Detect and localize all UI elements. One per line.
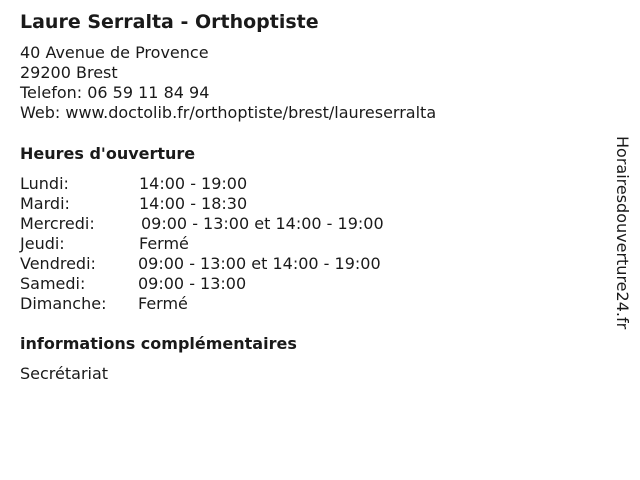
day-label: Jeudi: — [20, 234, 65, 253]
page-title: Laure Serralta - Orthoptiste — [20, 11, 319, 33]
additional-info-heading: informations complémentaires — [20, 334, 297, 353]
hours-value: Fermé — [138, 294, 188, 313]
day-label: Lundi: — [20, 174, 69, 193]
day-label: Mardi: — [20, 194, 70, 213]
day-label: Dimanche: — [20, 294, 107, 313]
day-label: Samedi: — [20, 274, 86, 293]
address-street: 40 Avenue de Provence — [20, 43, 209, 62]
hours-value: 09:00 - 13:00 — [138, 274, 247, 293]
day-label: Vendredi: — [20, 254, 96, 273]
address-block — [20, 43, 436, 123]
additional-info-text: Secrétariat — [20, 364, 109, 383]
address-city: 29200 Brest — [20, 63, 118, 82]
site-branding: Horairesdouverture24.fr — [613, 136, 632, 330]
website-link: Web: www.doctolib.fr/orthoptiste/brest/laureserralta — [20, 103, 437, 122]
hours-value: 14:00 - 18:30 — [139, 194, 248, 213]
phone-number: Telefon: 06 59 11 84 94 — [20, 83, 210, 102]
hours-value: 09:00 - 13:00 et 14:00 - 19:00 — [138, 254, 381, 273]
opening-hours-heading: Heures d'ouverture — [20, 144, 196, 163]
day-label: Mercredi: — [20, 214, 95, 233]
hours-value: 09:00 - 13:00 et 14:00 - 19:00 — [141, 214, 384, 233]
hours-value: Fermé — [139, 234, 189, 253]
hours-value: 14:00 - 19:00 — [139, 174, 248, 193]
